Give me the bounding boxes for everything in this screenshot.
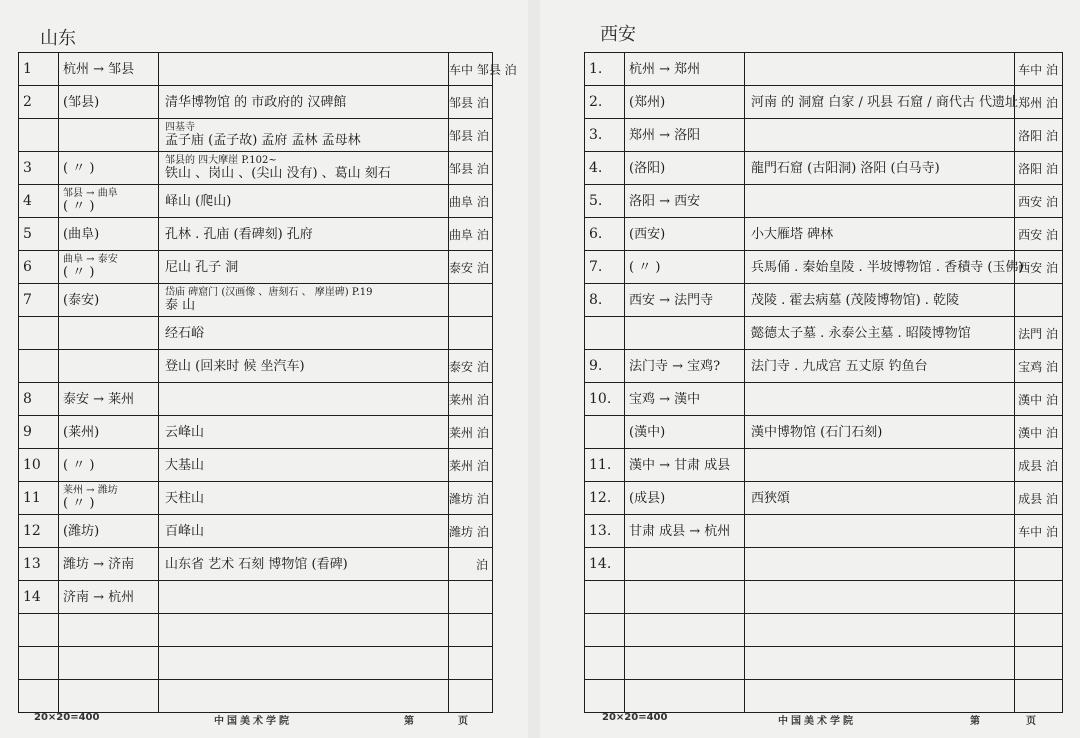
route-cell [625,86,745,119]
route-cell [59,119,159,152]
route-text: (成县) [629,490,666,506]
day-number: 1 [19,53,59,86]
table-row [19,350,493,383]
route-cell [59,581,159,614]
day-number: 14 [19,581,59,614]
sights-cell [159,251,449,284]
table-row [585,251,1063,284]
overnight-stop: 邹县 泊 [449,86,493,119]
overnight-stop: 宝鸡 泊 [1015,350,1063,383]
table-row [19,614,493,647]
day-number [19,317,59,350]
sights-text: 河南 的 洞窟 白家 / 巩县 石窟 / 商代古 代遗址 [751,94,1018,110]
route-cell [625,614,745,647]
route-text: 济南 → 杭州 [63,589,135,605]
route-cell [625,53,745,86]
route-text: 杭州 → 邹县 [63,61,135,77]
sights-cell [745,350,1015,383]
day-number [585,317,625,350]
day-number: 7 [19,284,59,317]
sights-text: 清华博物馆 的 市政府的 汉碑館 [165,94,347,110]
table-body [19,53,517,713]
route-cell [625,680,745,713]
route-text: (漢中) [629,424,666,440]
table-row [19,218,493,251]
table-row [19,152,493,185]
route-cell [625,350,745,383]
page-title: 山东 [40,28,76,49]
route-cell [59,680,159,713]
route-cell [59,317,159,350]
overnight-stop: 潍坊 泊 [449,482,493,515]
sights-cell [159,86,449,119]
table-row [19,317,493,350]
table-row [19,119,493,152]
overnight-stop: 莱州 泊 [449,416,493,449]
route-cell [59,482,159,515]
route-cell [625,515,745,548]
sights-cell [745,383,1015,416]
day-number [585,647,625,680]
table-row [585,185,1063,218]
overnight-stop: 泊 [449,548,493,581]
table-row [585,482,1063,515]
overnight-stop: 洛阳 泊 [1015,119,1063,152]
overnight-stop [1015,614,1063,647]
table-row [585,86,1063,119]
overnight-stop: 车中 泊 [1015,515,1063,548]
sights-cell [159,647,449,680]
sights-cell [159,119,449,152]
table-row [19,251,493,284]
table-row [19,284,493,317]
sights-text: 天柱山 [165,490,205,506]
sights-cell [745,581,1015,614]
overnight-stop: 莱州 泊 [449,449,493,482]
day-number [585,416,625,449]
overnight-stop [1015,548,1063,581]
table-row [585,680,1063,713]
overnight-stop [449,317,493,350]
footer-page-label: 第 [970,716,980,727]
overnight-stop: 泰安 泊 [449,350,493,383]
day-number: 7. [585,251,625,284]
route-cell [625,647,745,680]
route-text: 法门寺 → 宝鸡? [629,358,721,374]
route-text: (曲阜) [63,226,100,242]
sights-cell [159,53,449,86]
day-number: 11 [19,482,59,515]
overnight-stop [449,647,493,680]
table-row [585,317,1063,350]
day-number: 5 [19,218,59,251]
route-text: (潍坊) [63,523,100,539]
route-text: 西安 → 法門寺 [629,292,714,308]
route-annotation: 邹县 → 曲阜 [63,188,118,199]
overnight-stop: 潍坊 泊 [449,515,493,548]
day-number: 10. [585,383,625,416]
footer-page-suffix: 页 [1026,716,1036,727]
day-number: 13. [585,515,625,548]
route-text: 杭州 → 郑州 [629,61,701,77]
sights-cell [159,218,449,251]
itinerary-table-xian [584,52,1063,713]
route-cell [625,218,745,251]
sights-cell [159,614,449,647]
day-number: 13 [19,548,59,581]
overnight-stop: 车中 泊 [1015,53,1063,86]
table-row [19,680,493,713]
route-cell [625,152,745,185]
overnight-stop: 泰安 泊 [449,251,493,284]
sights-cell [159,317,449,350]
sights-cell [159,284,449,317]
route-text: (莱州) [63,424,100,440]
overnight-stop: 郑州 泊 [1015,86,1063,119]
sights-text: 龍門石窟 (古阳洞) 洛阳 (白马寺) [751,160,940,176]
table-row [585,614,1063,647]
overnight-stop: 成县 泊 [1015,449,1063,482]
route-cell [625,317,745,350]
sights-cell [745,548,1015,581]
footer-page-suffix: 页 [458,716,468,727]
day-number [585,614,625,647]
route-cell [59,515,159,548]
overnight-stop: 漢中 泊 [1015,383,1063,416]
sights-cell [745,680,1015,713]
day-number [585,680,625,713]
route-text: 郑州 → 洛阳 [629,127,701,143]
overnight-stop: 曲阜 泊 [449,185,493,218]
day-number [19,680,59,713]
sights-cell [745,284,1015,317]
route-cell [59,614,159,647]
table-row [19,383,493,416]
route-text: 宝鸡 → 漢中 [629,391,701,407]
overnight-stop: 邹县 泊 [449,152,493,185]
table-row [19,515,493,548]
route-annotation: 曲阜 → 泰安 [63,254,118,265]
table-row [19,416,493,449]
overnight-stop: 曲阜 泊 [449,218,493,251]
route-text: ( 〃 ) [63,199,95,214]
sights-text: 铁山 、岗山 、(尖山 没有) 、葛山 刻石 [165,166,391,181]
page-title: 西安 [600,24,636,45]
sights-cell [745,449,1015,482]
route-text: (郑州) [629,94,666,110]
route-cell [625,383,745,416]
sights-cell [159,449,449,482]
day-number: 6. [585,218,625,251]
table-row [585,119,1063,152]
route-cell [59,350,159,383]
route-text: ( 〃 ) [63,160,95,176]
sights-annotation: 四基寺 [165,122,195,133]
day-number: 5. [585,185,625,218]
day-number: 12 [19,515,59,548]
route-text: (邹县) [63,94,100,110]
sights-text: 茂陵 . 霍去病墓 (茂陵博物馆) . 乾陵 [751,292,960,308]
sights-cell [745,86,1018,119]
table-row [585,416,1063,449]
sights-text: 云峰山 [165,424,205,440]
route-cell [59,284,159,317]
route-text: 洛阳 → 西安 [629,193,701,209]
table-row [585,350,1063,383]
sights-cell [745,218,1015,251]
table-row [19,449,493,482]
overnight-stop: 成县 泊 [1015,482,1063,515]
route-text: (洛阳) [629,160,666,176]
table-row [585,383,1063,416]
day-number: 14. [585,548,625,581]
route-cell [59,449,159,482]
sights-cell [745,53,1015,86]
overnight-stop [1015,284,1063,317]
sights-cell [159,515,449,548]
route-cell [59,548,159,581]
overnight-stop: 西安 泊 [1015,251,1063,284]
day-number: 4. [585,152,625,185]
route-text: 潍坊 → 济南 [63,556,135,572]
sights-cell [159,548,449,581]
sights-text: 小大雁塔 碑林 [751,226,834,242]
sights-text: 百峰山 [165,523,205,539]
table-row [585,284,1063,317]
sights-text: 西狹頌 [751,490,791,506]
overnight-stop [1015,581,1063,614]
day-number: 12. [585,482,625,515]
overnight-stop: 西安 泊 [1015,185,1063,218]
overnight-stop [1015,647,1063,680]
sights-text: 泰 山 [165,298,196,313]
sights-text: 兵馬俑 . 秦始皇陵 . 半坡博物馆 . 香積寺 (玉佛) [751,259,1024,275]
route-text: 泰安 → 莱州 [63,391,135,407]
overnight-stop [449,284,493,317]
sights-cell [159,416,449,449]
table-body [585,53,1063,713]
day-number: 6 [19,251,59,284]
day-number: 4 [19,185,59,218]
sights-text: 懿德太子墓 . 永泰公主墓 . 昭陵博物馆 [751,325,971,341]
sights-cell [745,614,1015,647]
overnight-stop: 西安 泊 [1015,218,1063,251]
route-cell [625,449,745,482]
day-number: 8. [585,284,625,317]
overnight-stop [449,581,493,614]
sights-annotation: 岱庙 碑窟门 (汉画像 、唐刻石 、 摩崖碑) P.19 [165,287,373,298]
day-number: 2. [585,86,625,119]
sights-text: 登山 (回来时 候 坐汽车) [165,358,305,374]
table-row [585,515,1063,548]
route-cell [625,284,745,317]
sights-cell [745,251,1024,284]
route-cell [625,251,745,284]
sights-cell [745,185,1015,218]
day-number: 9 [19,416,59,449]
route-cell [59,86,159,119]
route-cell [625,482,745,515]
sights-text: 尼山 孔子 洞 [165,259,239,275]
day-number [19,350,59,383]
sights-text: 大基山 [165,457,205,473]
route-text: ( 〃 ) [63,496,95,511]
route-cell [59,53,159,86]
day-number: 2 [19,86,59,119]
route-text: ( 〃 ) [63,457,95,473]
sights-cell [745,317,1015,350]
overnight-stop: 法門 泊 [1015,317,1063,350]
overnight-stop [1015,680,1063,713]
footer-institution: 中国美术学院 [214,716,292,727]
day-number: 11. [585,449,625,482]
sights-cell [159,185,449,218]
table-row [585,581,1063,614]
table-row [585,152,1063,185]
table-row [585,449,1063,482]
route-cell [625,581,745,614]
route-cell [625,416,745,449]
day-number: 1. [585,53,625,86]
route-text: ( 〃 ) [629,259,661,275]
day-number [19,119,59,152]
table-row [585,218,1063,251]
route-cell [59,383,159,416]
sights-cell [745,515,1015,548]
sights-text: 峄山 (爬山) [165,193,232,209]
footer-grid-size: 20×20=400 [34,712,100,723]
sights-cell [159,152,449,185]
route-text: 甘肃 成县 → 杭州 [629,523,731,539]
sights-text: 经石峪 [165,325,205,341]
route-cell [59,251,159,284]
overnight-stop: 莱州 泊 [449,383,493,416]
sights-text: 山东省 艺术 石刻 博物馆 (看碑) [165,556,348,572]
overnight-stop: 邹县 泊 [449,119,493,152]
route-cell [59,647,159,680]
sights-cell [745,416,1015,449]
route-cell [59,185,159,218]
footer-page-label: 第 [404,716,414,727]
route-text: (泰安) [63,292,100,308]
sights-cell [159,482,449,515]
sights-text: 法门寺 . 九成宫 五丈原 钓鱼台 [751,358,928,374]
overnight-stop: 洛阳 泊 [1015,152,1063,185]
table-row [585,647,1063,680]
itinerary-table-shandong [18,52,517,713]
route-cell [625,185,745,218]
table-row [19,185,493,218]
route-cell [625,119,745,152]
sights-text: 漢中博物馆 (石门石刻) [751,424,883,440]
sights-cell [745,119,1015,152]
route-text: ( 〃 ) [63,265,95,280]
route-annotation: 莱州 → 潍坊 [63,485,118,496]
table-row [19,482,493,515]
sights-cell [745,482,1015,515]
sights-cell [159,350,449,383]
route-text: (西安) [629,226,666,242]
sights-text: 孔林 . 孔庙 (看碑刻) 孔府 [165,226,313,242]
sights-text: 孟子庙 (孟子故) 孟府 孟林 孟母林 [165,133,361,148]
sights-cell [159,383,449,416]
footer-institution: 中国美术学院 [778,716,856,727]
route-cell [59,416,159,449]
overnight-stop [449,680,493,713]
sights-annotation: 邹县的 四大摩崖 P.102~ [165,155,277,166]
day-number: 3. [585,119,625,152]
table-row [19,53,493,86]
day-number: 9. [585,350,625,383]
day-number [19,647,59,680]
day-number: 3 [19,152,59,185]
table-row [19,647,493,680]
sights-cell [159,680,449,713]
table-row [585,548,1063,581]
route-cell [59,152,159,185]
table-row [19,86,493,119]
table-row [19,581,493,614]
overnight-stop: 漢中 泊 [1015,416,1063,449]
route-cell [625,548,745,581]
day-number: 8 [19,383,59,416]
sights-cell [159,581,449,614]
table-row [585,53,1063,86]
day-number: 10 [19,449,59,482]
route-cell [59,218,159,251]
sights-cell [745,647,1015,680]
route-text: 漢中 → 甘肃 成县 [629,457,731,473]
overnight-stop [449,614,493,647]
overnight-stop: 车中 邹县 泊 [449,53,493,86]
sights-cell [745,152,1015,185]
day-number [19,614,59,647]
day-number [585,581,625,614]
table-row [19,548,493,581]
footer-grid-size: 20×20=400 [602,712,668,723]
